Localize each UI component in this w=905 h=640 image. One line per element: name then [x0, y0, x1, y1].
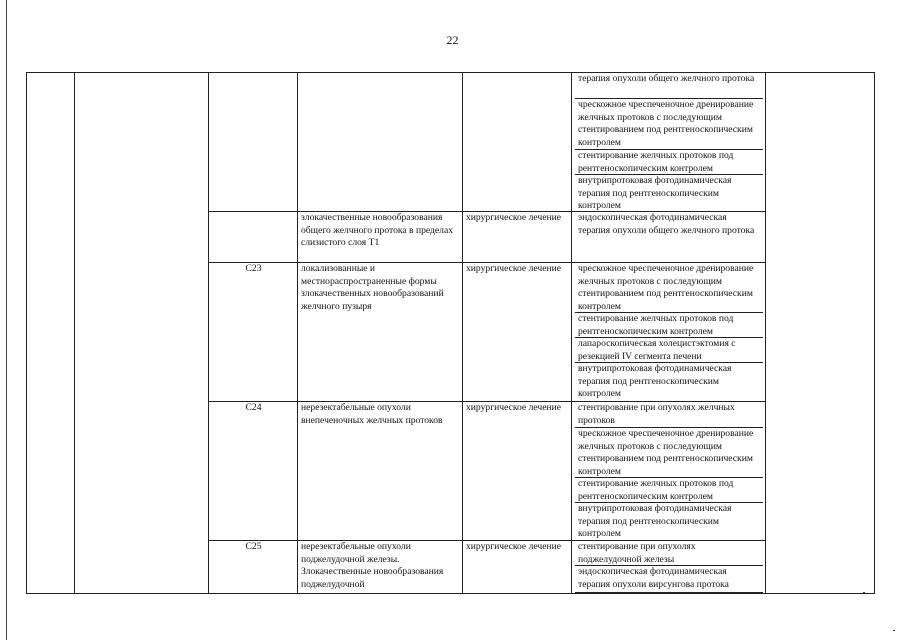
treatment-type-cell: хирургическое лечение: [463, 541, 572, 594]
diagnosis-cell: нерезектабельные опухоли внепеченочных желчных протоков: [298, 402, 463, 541]
treatment-method: чрескожное чреспеченочное дренирование желчных протоков с последующим стентированием под рентгеноскопическим контролем: [575, 99, 763, 150]
treatment-methods-cell: [572, 263, 766, 402]
disease-code: C23: [209, 263, 298, 402]
treatment-method: внутрипротоковая фотодинамическая терапия под рентгеноскопическим контролем: [578, 503, 732, 540]
treatment-method: стентирование желчных протоков под рентгеноскопическим контролем: [575, 478, 763, 503]
treatment-type-cell: хирургическое лечение: [463, 402, 572, 541]
treatment-methods-cell: [572, 402, 766, 541]
scan-speck: [893, 630, 895, 631]
treatment-type-cell: хирургическое лечение: [463, 212, 572, 263]
page-left-edge: [6, 0, 7, 640]
diagnosis-cell: злокачественные новообразования общего желчного протока в пределах слизистого слоя T1: [298, 212, 463, 263]
treatment-methods-cell: [572, 212, 766, 263]
treatment-methods-cell: [572, 541, 766, 594]
treatment-method: стентирование при опухолях поджелудочной железы: [575, 541, 763, 566]
disease-code: [209, 73, 298, 212]
treatment-method: эндоскопическая фотодинамическая терапия опухоли вирсунгова протока: [575, 566, 763, 593]
treatment-method: стентирование при опухолях желчных протоков: [575, 402, 763, 428]
treatment-type-cell: хирургическое лечение: [463, 263, 572, 402]
treatment-method: стентирование желчных протоков под рентгеноскопическим контролем: [575, 313, 763, 338]
page-number: 22: [446, 33, 459, 47]
medical-care-table: [26, 72, 875, 594]
treatment-methods-cell: [572, 73, 766, 212]
treatment-method: чрескожное чреспеченочное дренирование желчных протоков с последующим стентированием под рентгеноскопическим контролем: [575, 263, 763, 313]
table-row: [27, 73, 875, 212]
diagnosis-cell: нерезектабельные опухоли поджелудочной железы. Злокачественные новообразования поджелудочной: [298, 541, 463, 594]
treatment-method: терапия опухоли общего желчного протока: [575, 73, 763, 99]
disease-code: C24: [209, 402, 298, 541]
treatment-method: чрескожное чреспеченочное дренирование желчных протоков с последующим стентированием под рентгеноскопическим контролем: [575, 428, 763, 478]
disease-code: [209, 212, 298, 263]
treatment-method: эндоскопическая фотодинамическая терапия опухоли общего желчного протока: [578, 212, 755, 236]
treatment-type-cell: [463, 73, 572, 212]
treatment-method: лапароскопическая холецистэктомия с резекцией IV сегмента печени: [575, 338, 763, 363]
treatment-method: внутрипротоковая фотодинамическая терапия под рентгеноскопическим контролем: [578, 175, 732, 212]
table-cell-empty: [766, 73, 875, 594]
treatment-method: внутрипротоковая фотодинамическая терапия под рентгеноскопическим контролем: [578, 363, 732, 400]
disease-code: C25: [209, 541, 298, 594]
table-cell-empty: [75, 73, 209, 594]
diagnosis-cell: локализованные и местнораспространенные формы злокачественных новообразований желчного пузыря: [298, 263, 463, 402]
diagnosis-cell: [298, 73, 463, 212]
table-cell-empty: [27, 73, 75, 594]
treatment-method: стентирование желчных протоков под рентгеноскопическим контролем: [575, 150, 763, 175]
